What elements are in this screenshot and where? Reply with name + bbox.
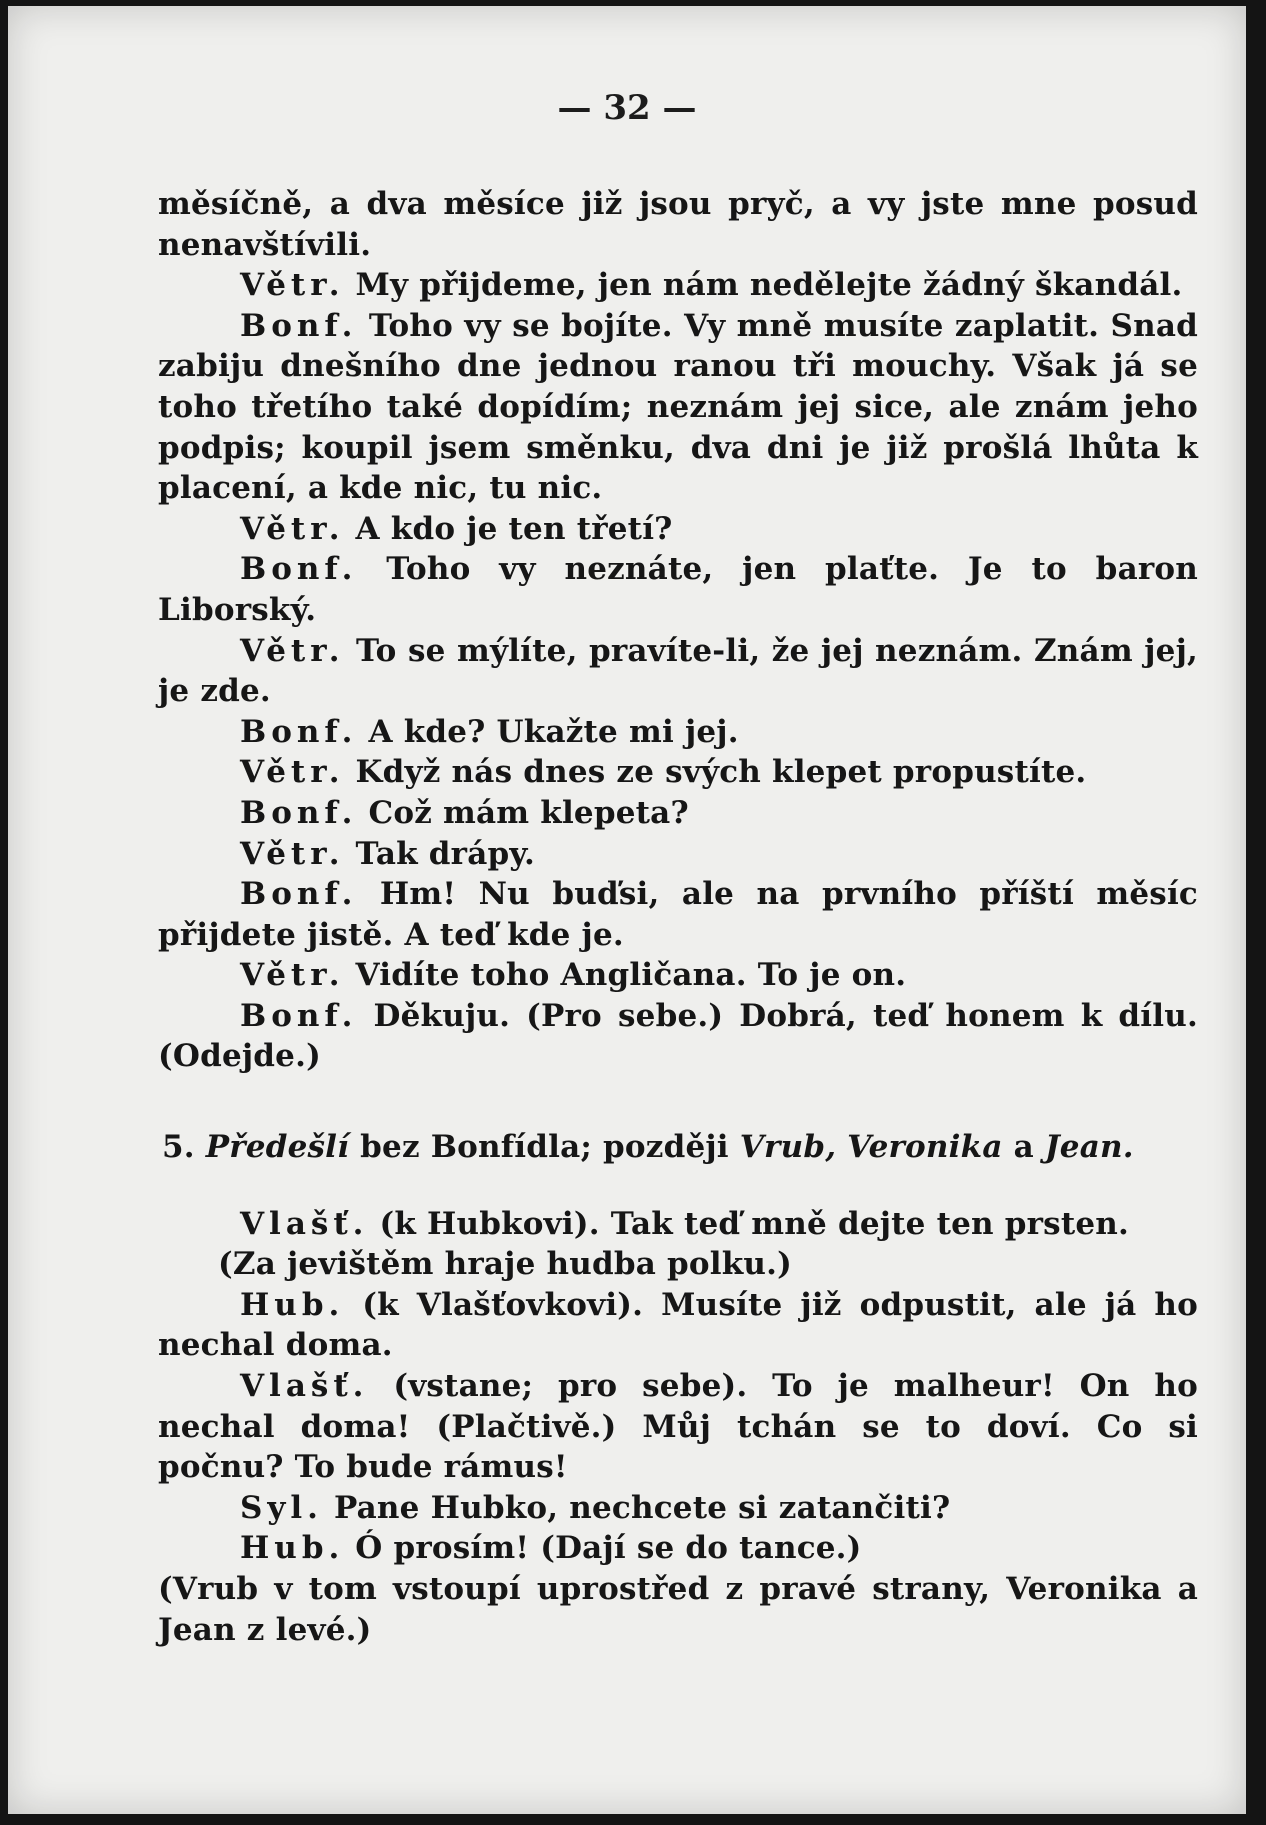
speaker: Větr. [240,632,345,669]
speaker: Bonf. [240,307,358,344]
dialogue-line [158,1285,1198,1366]
dialogue-line [158,1488,1198,1529]
speaker: Bonf. [240,551,358,588]
dialogue-line [158,793,1198,834]
scene-heading [158,1127,1198,1168]
page-number: — 32 — [557,88,697,128]
scene-heading-text: bez Bonfídla; později [360,1129,729,1166]
dialogue-line [158,955,1198,996]
speaker: Vlašť. [240,1205,369,1242]
dialogue-line [158,874,1198,955]
speech: To se mýlíte, pravíte-li, že jej neznám. Znám jej, je zde. [158,632,1198,710]
speech: Vidíte toho Angličana. To je on. [355,957,907,994]
speech: Což mám klepeta? [368,794,689,831]
speech: (vstane; pro sebe). To je malheur! On ho nechal doma! (Plačtivě.) Můj tchán se to doví. Co si počnu? To bude rámus! [158,1368,1198,1486]
speaker: Větr. [240,957,345,994]
speech: (k Vlašťovkovi). Musíte již odpustit, ale já ho nechal doma. [158,1286,1198,1364]
stage-direction: (Vrub v tom vstoupí uprostřed z pravé strany, Veronika a Jean z levé.) [158,1571,1198,1648]
dialogue-line [158,1204,1198,1245]
dialogue-line [158,1528,1198,1569]
speaker: Větr. [240,510,345,547]
speech: Pane Hubko, nechcete si zatančiti? [333,1489,951,1526]
dialogue-line [158,834,1198,875]
speech: Tak drápy. [355,835,536,872]
speaker: Hub. [240,1530,345,1567]
speech: Děkuju. (Pro sebe.) Dobrá, teď honem k dílu. (Odejde.) [158,997,1198,1075]
speech: A kdo je ten třetí? [355,510,673,547]
speech: Hm! Nu buďsi, ale na prvního příští měsíc přijdete jistě. A teď kde je. [158,876,1198,953]
speech: (k Hubkovi). Tak teď mně dejte ten prsten. [379,1205,1130,1242]
scene-number: 5. [162,1129,195,1166]
speech: Toho vy neznáte, jen plaťte. Je to baron Liborský. [158,551,1198,628]
stage-direction: (Za jevištěm hraje hudba polku.) [218,1246,792,1283]
dialogue-line [158,265,1198,306]
scene-heading-text: a [1013,1129,1034,1166]
speech: My přijdeme, jen nám nedělejte žádný škandál. [355,267,1183,304]
dialogue-line [158,1366,1198,1488]
scene-character: Vrub, Veronika [739,1129,1003,1166]
speech: Ó prosím! (Dají se do tance.) [355,1530,862,1567]
speech: Toho vy se bojíte. Vy mně musíte zaplatit. Snad zabiju dnešního dne jednou ranou tři mouchy. Však já se toho třetího také dopídím; neznám jej sice, ale znám jeho podpis; koupil jsem směnku, dva dni je již prošlá lhůta k placení, a kde nic, tu nic. [158,307,1198,507]
dialogue-line [158,549,1198,630]
speaker: Vlašť. [240,1368,369,1405]
scene-character: Jean. [1044,1129,1134,1166]
speaker: Hub. [240,1286,345,1323]
speaker: Větr. [240,267,345,304]
speaker: Bonf. [240,876,358,913]
dialogue-line [158,752,1198,793]
paragraph: měsíčně, a dva měsíce již jsou pryč, a vy jste mne posud nenavštívili. [158,186,1198,263]
speaker: Větr. [240,754,345,791]
dialogue-line [158,306,1198,509]
dialogue-line [158,631,1198,712]
speaker: Bonf. [240,713,358,750]
speaker: Bonf. [240,997,358,1034]
speaker: Bonf. [240,794,358,831]
book-page [8,6,1246,1814]
speech: Když nás dnes ze svých klepet propustíte. [355,754,1087,791]
scene-character: Předešlí [205,1129,350,1166]
page-text [158,184,1198,1650]
dialogue-line [158,509,1198,550]
speech: A kde? Ukažte mi jej. [368,713,739,750]
dialogue-line [158,996,1198,1077]
speaker: Syl. [240,1489,323,1526]
speaker: Větr. [240,835,345,872]
dialogue-line [158,712,1198,753]
